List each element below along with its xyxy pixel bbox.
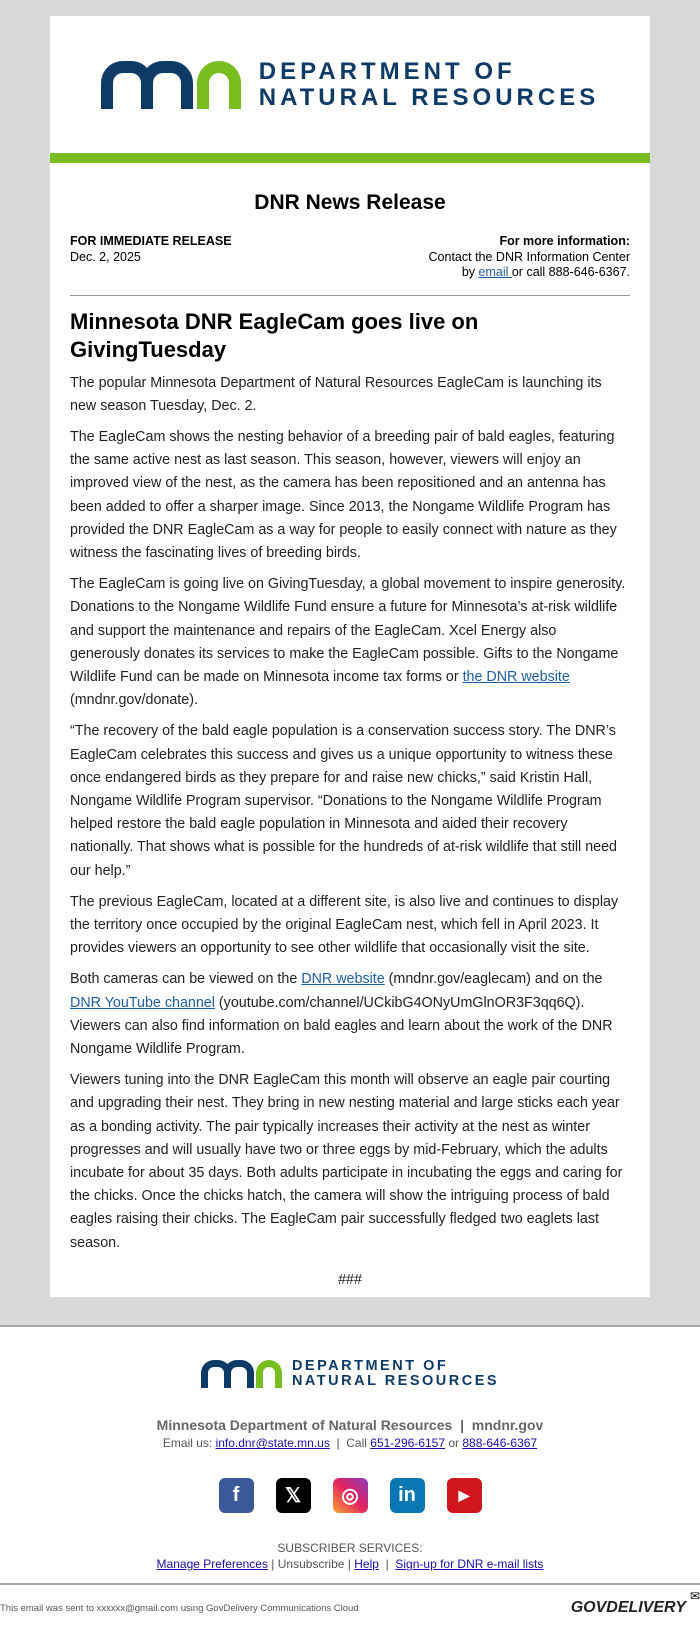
footer-org: Minnesota Department of Natural Resources | mndnr.gov bbox=[156, 1417, 544, 1434]
headline: Minnesota DNR EagleCam goes live on GivingTuesday bbox=[70, 308, 479, 362]
logo-line2: NATURAL RESOURCES bbox=[258, 83, 600, 111]
phone2-link[interactable]: 888-646-6367 bbox=[462, 1436, 538, 1451]
logo-line1: DEPARTMENT OF bbox=[291, 1358, 449, 1374]
dnr-website-donate-link[interactable]: the DNR website bbox=[462, 668, 570, 685]
article bbox=[50, 308, 650, 1293]
phone1-link[interactable]: 651-296-6157 bbox=[370, 1436, 446, 1451]
x-twitter-icon[interactable]: 𝕏 bbox=[276, 1478, 311, 1513]
paragraph: “The recovery of the bald eagle population is a conservation success story. The DNR’s EagleCam celebrates this success and gives us a unique opportunity to witness these once endangered birds as they prepare for and raise new chicks,” said Kristin Hall, Nongame Wildlife Program supervisor. “Donations to the Nongame Wildlife Program helped restore the bald eagle population in Minnesota and aided their recovery nationally. That shows what is possible for the hundreds of at-risk wildlife that still need our help.” bbox=[70, 723, 618, 879]
logo-line2: NATURAL RESOURCES bbox=[291, 1373, 500, 1390]
dnr-logo bbox=[50, 16, 650, 153]
manage-preferences-link[interactable]: Manage Preferences bbox=[156, 1557, 268, 1572]
mn-logo-mark bbox=[201, 1360, 282, 1388]
news-release-card bbox=[50, 16, 650, 1297]
end-mark: ### bbox=[338, 1271, 362, 1288]
instagram-icon[interactable]: ◎ bbox=[333, 1478, 368, 1513]
divider bbox=[70, 295, 630, 296]
social-links bbox=[0, 1478, 700, 1513]
facebook-icon[interactable]: f bbox=[219, 1478, 254, 1513]
paragraph: The popular Minnesota Department of Natural Resources EagleCam is launching its new season Tuesday, Dec. 2. bbox=[70, 374, 602, 414]
footer-email-link[interactable]: info.dnr@state.mn.us bbox=[215, 1436, 330, 1451]
logo-line1: DEPARTMENT OF bbox=[258, 58, 516, 86]
paragraph: The previous EagleCam, located at a different site, is also live and continues to display the territory once occupied by the original EagleCam nest, which fell in April 2023. It provides viewers an opportunity to see other wildlife that occasionally visit the site. bbox=[70, 893, 619, 957]
footer bbox=[0, 1325, 700, 1571]
paragraph bbox=[70, 968, 630, 1061]
email-label: Email us: bbox=[162, 1436, 216, 1451]
mn-logo-mark bbox=[101, 61, 241, 109]
separator: | bbox=[267, 1557, 278, 1572]
info-call: or call 888-646-6367. bbox=[511, 265, 630, 279]
release-title: DNR News Release bbox=[254, 191, 446, 214]
linkedin-icon[interactable]: in bbox=[390, 1478, 425, 1513]
unsubscribe-link[interactable]: Unsubscribe bbox=[277, 1557, 345, 1572]
paragraph: Viewers tuning into the DNR EagleCam this month will observe an eagle pair courting and upgrading their nest. They bring in new nesting material and large sticks each year as a bonding activity. The pair typically increases their activity at the nest as winter progresses and will usually have two or three eggs by mid-February, which the adults incubate for about 35 days. Both adults participate in incubating the eggs and caring for the chicks. Once the chicks hatch, the camera will show the intriguing process of bald eagles raising their chicks. The EagleCam pair successfully fledged two eaglets last season. bbox=[70, 1072, 623, 1251]
info-heading: For more information: bbox=[499, 234, 630, 248]
info-line: Contact the DNR Information Center bbox=[428, 249, 630, 264]
green-divider bbox=[50, 153, 650, 163]
signup-link[interactable]: Sign-up for DNR e-mail lists bbox=[395, 1557, 544, 1572]
separator: | bbox=[344, 1557, 355, 1572]
paragraph: The EagleCam shows the nesting behavior of a breeding pair of bald eagles, featuring the same active nest as last season. This season, however, viewers will enjoy an improved view of the nest, as the camera has been repositioned and an antenna has been added to offer a sharper image. Since 2013, the Nongame Wildlife Program has provided the DNR EagleCam as a way for people to easily connect with nature as they witness the fascinating lives of breeding birds. bbox=[70, 428, 617, 561]
email-link[interactable]: email bbox=[478, 265, 512, 279]
youtube-channel-link[interactable]: DNR YouTube channel bbox=[70, 994, 215, 1011]
separator: | bbox=[378, 1557, 396, 1572]
or-text: or bbox=[445, 1436, 463, 1451]
text: Both cameras can be viewed on the bbox=[70, 971, 302, 988]
paragraph bbox=[70, 573, 630, 712]
text: (youtube.com/channel/UCkibG4ONyUmGlnOR3F3qq6Q). Viewers can also find information on bald eagles and learn about the work of the DNR Nongame Wildlife Program. bbox=[70, 994, 613, 1057]
release-type: FOR IMMEDIATE RELEASE bbox=[70, 234, 232, 248]
sent-notice: This email was sent to xxxxxx@gmail.com using GovDelivery Communications Cloud bbox=[0, 1603, 359, 1614]
text: (mndnr.gov/eaglecam) and on the bbox=[384, 971, 603, 988]
release-meta bbox=[50, 234, 650, 281]
envelope-icon: ✉ bbox=[689, 1589, 700, 1603]
govdelivery-bar bbox=[0, 1583, 700, 1625]
text: The EagleCam is going live on GivingTuesday, a global movement to inspire generosity. Donations to the Nongame Wildlife Fund ensure a future for Minnesota’s at-risk wildlife and support the maintenance and repairs of the EagleCam. Xcel Energy also generously donates its services to make the EagleCam possible. Gifts to the Nongame Wildlife Fund can be made on Minnesota income tax forms or bbox=[70, 576, 626, 685]
dnr-website-link[interactable]: DNR website bbox=[301, 971, 385, 988]
help-link[interactable]: Help bbox=[354, 1557, 379, 1572]
text: (mndnr.gov/donate). bbox=[70, 692, 198, 709]
govdelivery-logo: GOVDELIVERY bbox=[570, 1599, 686, 1616]
call-label: | Call bbox=[329, 1436, 371, 1451]
footer-logo bbox=[0, 1359, 700, 1389]
youtube-icon[interactable]: ▶ bbox=[447, 1478, 482, 1513]
info-by: by bbox=[461, 265, 479, 279]
subscriber-heading: SUBSCRIBER SERVICES: bbox=[277, 1541, 423, 1556]
release-date: Dec. 2, 2025 bbox=[70, 249, 141, 264]
